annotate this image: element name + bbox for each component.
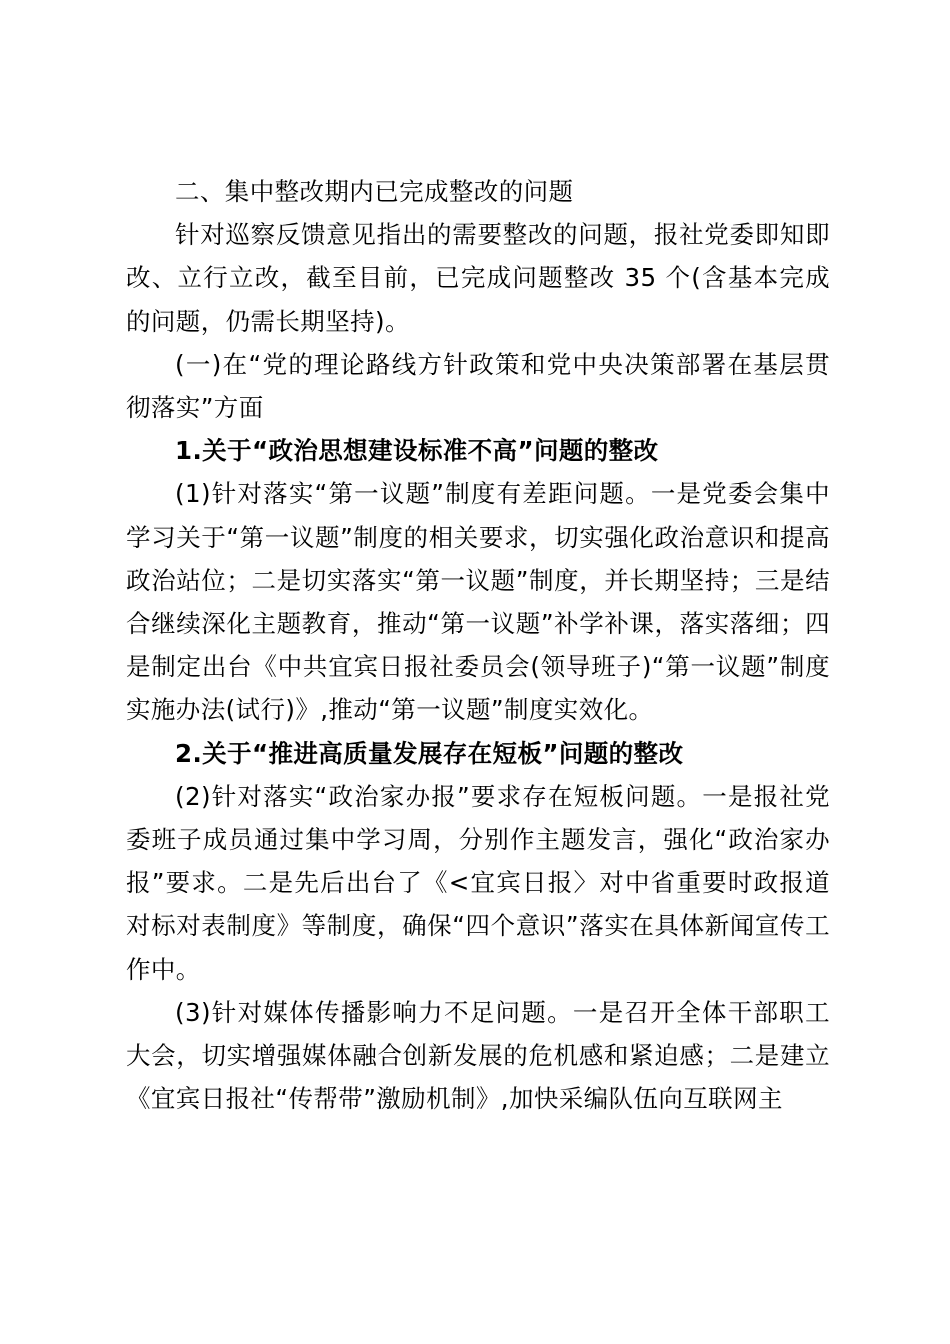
- section-title: 二、集中整改期内已完成整改的问题: [175, 177, 574, 206]
- item-heading-1: 1.关于“政治思想建设标准不高”问题的整改: [175, 436, 659, 466]
- intro-paragraph: 针对巡察反馈意见指出的需要整改的问题，报社党委即知即改、立行立改，截至目前，已完成问题整改 35 个(含基本完成的问题，仍需长期坚持)。: [126, 220, 830, 336]
- subsection-title: (一)在“党的理论路线方针政策和党中央决策部署在基层贯彻落实”方面: [126, 349, 830, 423]
- item-paragraph-1: (1)针对落实“第一议题”制度有差距问题。一是党委会集中学习关于“第一议题”制度的相关要求，切实强化政治意识和提高政治站位；二是切实落实“第一议题”制度，并长期坚持；三是结合继续深化主题教育，推动“第一议题”补学补课，落实落细；四是制定出台《中共宜宾日报社委员会(领导班子)“第一议题”制度实施办法(试行)》,推动“第一议题”制度实效化。: [126, 479, 830, 725]
- item-paragraph-2: (2)针对落实“政治家办报”要求存在短板问题。一是报社党委班子成员通过集中学习周，分别作主题发言，强化“政治家办报”要求。二是先后出台了《<宜宾日报〉对中省重要时政报道对标对表制度》等制度，确保“四个意识”落实在具体新闻宣传工作中。: [126, 781, 830, 984]
- item-paragraph-3: (3)针对媒体传播影响力不足问题。一是召开全体干部职工大会，切实增强媒体融合创新发展的危机感和紧迫感；二是建立《宜宾日报社“传帮带”激励机制》,加快采编队伍向互联网主: [126, 997, 830, 1114]
- document-body: [126, 170, 830, 1120]
- item-heading-2: 2.关于“推进高质量发展存在短板”问题的整改: [175, 738, 684, 768]
